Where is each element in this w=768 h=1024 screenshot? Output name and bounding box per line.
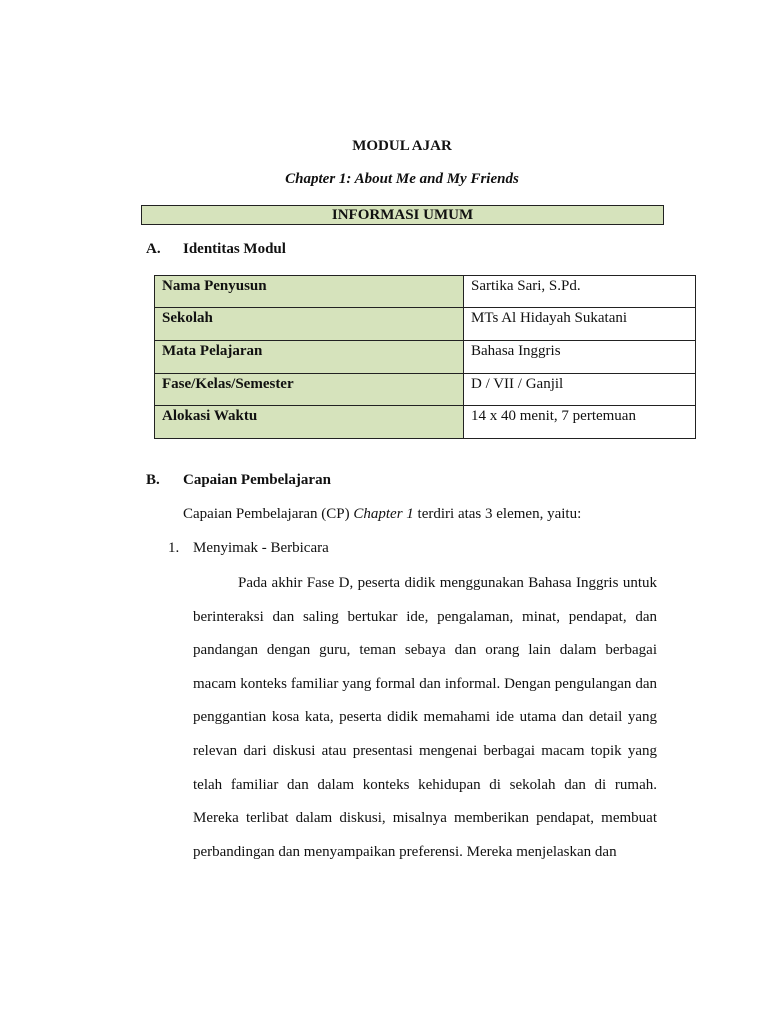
- document-subtitle: Chapter 1: About Me and My Friends: [285, 171, 519, 187]
- list-item-number: 1.: [168, 540, 180, 556]
- section-a-letter: A.: [146, 241, 161, 257]
- row-label: Alokasi Waktu: [155, 406, 464, 439]
- table-row: [155, 374, 696, 406]
- row-value: Bahasa Inggris: [464, 341, 696, 374]
- table-row: [155, 276, 696, 308]
- identitas-modul-table: [154, 275, 696, 439]
- row-value: 14 x 40 menit, 7 pertemuan: [464, 406, 696, 439]
- row-label: Nama Penyusun: [155, 276, 464, 308]
- list-item-title: Menyimak - Berbicara: [193, 540, 329, 556]
- row-label: Fase/Kelas/Semester: [155, 374, 464, 406]
- row-value: Sartika Sari, S.Pd.: [464, 276, 696, 308]
- section-b-title: Capaian Pembelajaran: [183, 472, 331, 488]
- row-value: D / VII / Ganjil: [464, 374, 696, 406]
- intro-text-after: terdiri atas 3 elemen, yaitu:: [413, 506, 582, 522]
- list-item-body: [193, 567, 657, 869]
- capaian-intro: [183, 506, 581, 523]
- table-row: [155, 341, 696, 374]
- row-value: MTs Al Hidayah Sukatani: [464, 308, 696, 341]
- table-row: [155, 406, 696, 439]
- intro-text-italic: Chapter 1: [353, 506, 414, 522]
- table-row: [155, 308, 696, 341]
- row-label: Mata Pelajaran: [155, 341, 464, 374]
- section-a-title: Identitas Modul: [183, 241, 286, 257]
- row-label: Sekolah: [155, 308, 464, 341]
- section-b-letter: B.: [146, 472, 160, 488]
- body-text: Pada akhir Fase D, peserta didik menggunakan Bahasa Inggris untuk berinteraksi dan saling bertukar ide, pengalaman, minat, pendapat, dan pandangan dengan guru, teman sebaya dan orang lain dalam berbagai macam konteks familiar yang formal dan informal. Dengan pengulangan dan penggantian kosa kata, peserta didik memahami ide utama dan detail yang relevan dari diskusi atau presentasi mengenai berbagai macam topik yang telah familiar dan dalam konteks kehidupan di sekolah dan di rumah. Mereka terlibat dalam diskusi, misalnya memberikan pendapat, membuat perbandingan dan menyampaikan preferensi. Mereka menjelaskan dan: [193, 575, 657, 860]
- document-title: MODUL AJAR: [352, 138, 452, 154]
- intro-text-before: Capaian Pembelajaran (CP): [183, 506, 354, 522]
- info-header-box: INFORMASI UMUM: [141, 205, 664, 225]
